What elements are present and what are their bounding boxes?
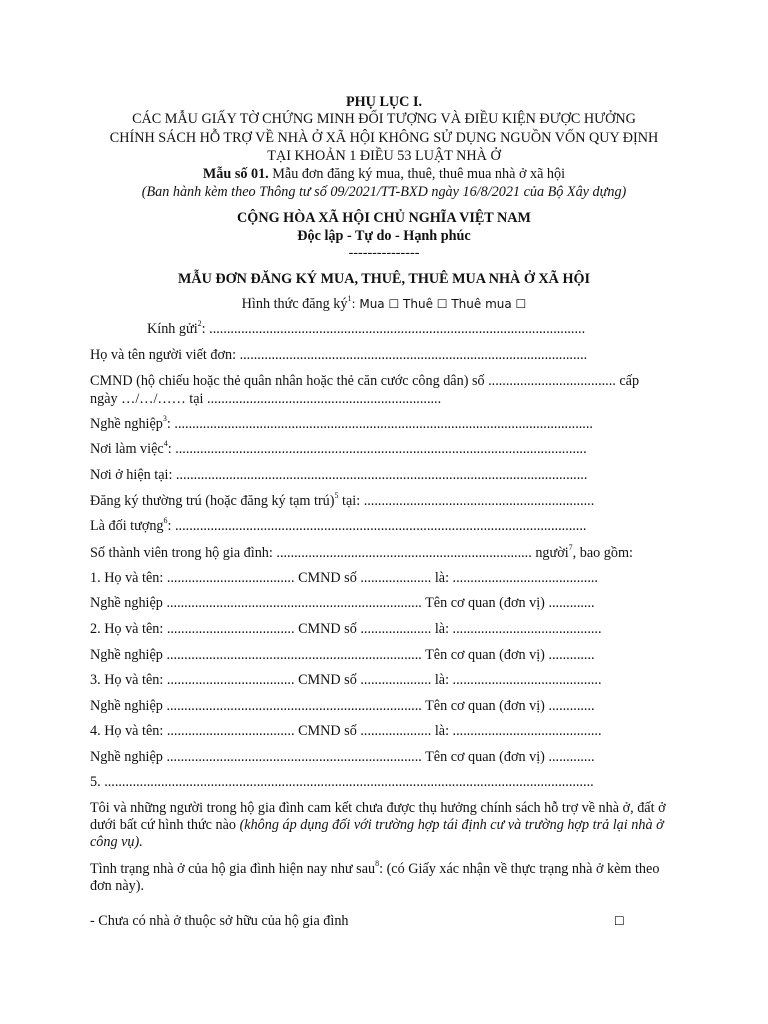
id-issue-field[interactable]: ngày …/…/…… tại .................................................................. — [90, 391, 442, 407]
motto-divider: --------------- — [348, 245, 420, 261]
subject-label: Là đối tượng — [90, 518, 164, 534]
household-members-line — [90, 545, 670, 562]
registration-type — [60, 296, 708, 313]
household-members-field[interactable]: Số thành viên trong hộ gia đình: ........................................................................ người — [90, 545, 569, 561]
registration-field[interactable]: tại: ................................................................. — [338, 493, 595, 509]
appendix-title-line-1: CÁC MẪU GIẤY TỜ CHỨNG MINH ĐỐI TƯỢNG VÀ ĐIỀU KIỆN ĐƯỢC HƯỞNG — [132, 111, 636, 127]
footnote-3: 3 — [162, 414, 167, 424]
footnote-6: 6 — [163, 516, 168, 526]
national-motto: Độc lập - Tự do - Hạnh phúc — [297, 228, 471, 244]
housing-status-paragraph — [90, 861, 675, 895]
occupation-line — [90, 416, 670, 433]
occupation-label: Nghề nghiệp — [90, 416, 163, 432]
commitment-exception: (không áp dụng đối với trường hợp tái định cư và trường hợp trả lại nhà ở công vụ). — [90, 817, 664, 850]
footnote-8: 8 — [375, 859, 380, 869]
no-house-option-label: - Chưa có nhà ở thuộc sở hữu của hộ gia đình — [90, 913, 349, 929]
kinh-gui-line — [147, 321, 727, 338]
housing-status-text-end: : (có Giấy xác nhận về thực trạng nhà ở kèm theo đơn này). — [90, 861, 660, 894]
workplace-line — [90, 441, 670, 458]
member-5-row[interactable]: 5. .......................................................................................................................................... — [90, 774, 594, 790]
footnote-7: 7 — [568, 543, 573, 553]
household-members-tail: , bao gồm: — [572, 545, 633, 561]
issuance-note: (Ban hành kèm theo Thông tư số 09/2021/TT-BXD ngày 16/8/2021 của Bộ Xây dựng) — [141, 184, 627, 200]
kinh-gui-field[interactable]: : .......................................................................................................... — [201, 321, 586, 337]
footnote-1: 1 — [347, 294, 352, 304]
workplace-field[interactable]: : .................................................................................................................... — [167, 441, 587, 457]
commitment-text: Tôi và những người trong hộ gia đình cam kết chưa được thụ hưởng chính sách hỗ trợ về nhà ở, đất ở dưới bất cứ hình thức nào — [90, 800, 666, 833]
footnote-2: 2 — [197, 319, 202, 329]
appendix-title-line-2: CHÍNH SÁCH HỖ TRỢ VỀ NHÀ Ở XÃ HỘI KHÔNG SỬ DỤNG NGUỒN VỐN QUY ĐỊNH — [109, 130, 659, 146]
form-title: MẪU ĐƠN ĐĂNG KÝ MUA, THUÊ, THUÊ MUA NHÀ Ở XÃ HỘI — [177, 271, 591, 287]
registration-line — [90, 493, 670, 510]
form-number-description: Mẫu đơn đăng ký mua, thuê, thuê mua nhà ở xã hội — [268, 166, 566, 182]
member-1-job-row[interactable]: Nghề nghiệp ........................................................................ Tên cơ quan (đơn vị) ............. — [90, 595, 595, 611]
subject-field[interactable]: : .................................................................................................................... — [167, 518, 587, 534]
member-1-row[interactable]: 1. Họ và tên: .................................... CMND số .................... là: ......................................... — [90, 570, 598, 586]
applicant-name-field[interactable]: Họ và tên người viết đơn: .................................................................................................. — [90, 347, 588, 363]
appendix-title-line-3: TẠI KHOẢN 1 ĐIỀU 53 LUẬT NHÀ Ở — [267, 148, 501, 164]
registration-label: Đăng ký thường trú (hoặc đăng ký tạm trú) — [90, 493, 335, 509]
workplace-label: Nơi làm việc — [90, 441, 164, 457]
member-3-job-row[interactable]: Nghề nghiệp ........................................................................ Tên cơ quan (đơn vị) ............. — [90, 698, 595, 714]
commitment-paragraph — [90, 800, 675, 851]
current-residence-field[interactable]: Nơi ở hiện tại: .................................................................................................................... — [90, 467, 588, 483]
form-number-label: Mẫu số 01. — [202, 166, 269, 182]
member-4-row[interactable]: 4. Họ và tên: .................................... CMND số .................... là: .......................................... — [90, 723, 602, 739]
member-2-job-row[interactable]: Nghề nghiệp ........................................................................ Tên cơ quan (đơn vị) ............. — [90, 647, 595, 663]
id-number-field[interactable]: CMND (hộ chiếu hoặc thẻ quân nhân hoặc thẻ căn cước công dân) số .................................... cấp — [90, 373, 640, 389]
member-2-row[interactable]: 2. Họ và tên: .................................... CMND số .................... là: .......................................... — [90, 621, 602, 637]
member-4-job-row[interactable]: Nghề nghiệp ........................................................................ Tên cơ quan (đơn vị) ............. — [90, 749, 595, 765]
member-3-row[interactable]: 3. Họ và tên: .................................... CMND số .................... là: .......................................... — [90, 672, 602, 688]
footnote-5: 5 — [334, 491, 339, 501]
kinh-gui-label: Kính gửi — [147, 321, 198, 337]
appendix-heading: PHỤ LỤC I. — [345, 94, 423, 110]
housing-status-text: Tình trạng nhà ở của hộ gia đình hiện nay như sau — [90, 861, 376, 877]
footnote-4: 4 — [163, 439, 168, 449]
form-number — [60, 166, 708, 183]
no-house-checkbox[interactable]: ☐ — [614, 914, 625, 928]
occupation-field[interactable]: : ...................................................................................................................... — [166, 416, 593, 432]
registration-type-label: Hình thức đăng ký — [241, 296, 348, 312]
national-title: CỘNG HÒA XÃ HỘI CHỦ NGHĨA VIỆT NAM — [237, 210, 531, 226]
registration-type-options: : Mua ☐ Thuê ☐ Thuê mua ☐ — [351, 297, 527, 311]
subject-line — [90, 518, 670, 535]
